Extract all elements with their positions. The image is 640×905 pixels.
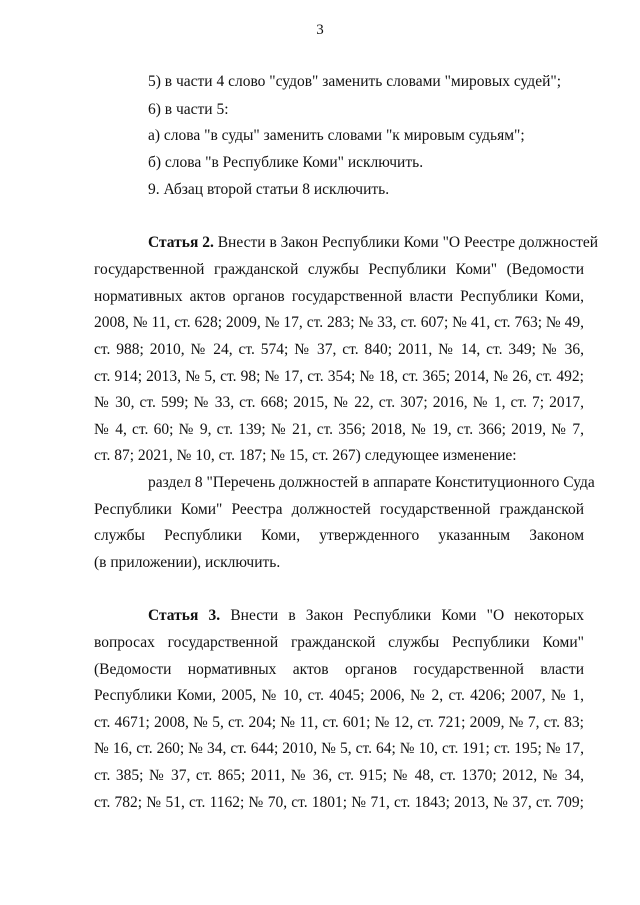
article2-section-line-1: Республики Коми" Реестра должностей государственной гражданской: [94, 501, 584, 518]
article2-line-2: нормативных актов органов государственной власти Республики Коми,: [94, 288, 584, 305]
article2-line-3: 2008, № 11, ст. 628; 2009, № 17, ст. 283; № 33, ст. 607; № 41, ст. 763; № 49,: [94, 314, 584, 331]
article3-first-line: [148, 606, 584, 626]
article2-first-line: [148, 233, 599, 253]
article2-line-1: государственной гражданской службы Республики Коми" (Ведомости: [94, 261, 584, 278]
article2-line-6: № 30, ст. 599; № 33, ст. 668; 2015, № 22, ст. 307; 2016, № 1, ст. 7; 2017,: [94, 394, 584, 411]
article3-line-3: Республики Коми, 2005, № 10, ст. 4045; 2006, № 2, ст. 4206; 2007, № 1,: [94, 687, 584, 704]
article3-line-2: (Ведомости нормативных актов органов государственной власти: [94, 661, 584, 678]
page-number: 3: [316, 22, 324, 38]
list-item-9: 9. Абзац второй статьи 8 исключить.: [148, 181, 390, 198]
list-item-5: 5) в части 4 слово "судов" заменить словами "мировых судей";: [148, 73, 562, 90]
article3-title: Статья 3.: [148, 607, 221, 624]
article2-line-7: № 4, ст. 60; № 9, ст. 139; № 21, ст. 356; 2018, № 19, ст. 366; 2019, № 7,: [94, 421, 584, 438]
list-item-b: б) слова "в Республике Коми" исключить.: [148, 154, 424, 171]
article3-line-1: вопросах государственной гражданской службы Республики Коми": [94, 634, 584, 651]
article3-line-7: ст. 782; № 51, ст. 1162; № 70, ст. 1801; № 71, ст. 1843; 2013, № 37, ст. 709;: [94, 794, 584, 811]
article2-section-line-3: (в приложении), исключить.: [94, 554, 281, 571]
article3-line-6: ст. 385; № 37, ст. 865; 2011, № 36, ст. 915; № 48, ст. 1370; 2012, № 34,: [94, 767, 584, 784]
article3-line-4: ст. 4671; 2008, № 5, ст. 204; № 11, ст. 601; № 12, ст. 721; 2009, № 7, ст. 83;: [94, 714, 584, 731]
article2-section-line-0: раздел 8 "Перечень должностей в аппарате Конституционного Суда: [148, 474, 595, 491]
article2-line-0: Внести в Закон Республики Коми "О Реестре должностей: [217, 234, 599, 251]
article2-line-4: ст. 988; 2010, № 24, ст. 574; № 37, ст. 840; 2011, № 14, ст. 349; № 36,: [94, 341, 584, 358]
article2-line-5: ст. 914; 2013, № 5, ст. 98; № 17, ст. 354; № 18, ст. 365; 2014, № 26, ст. 492;: [94, 368, 584, 385]
article2-section-line-2: службы Республики Коми, утвержденного указанным Законом: [94, 527, 584, 544]
article2-title: Статья 2.: [148, 234, 214, 251]
list-item-a: а) слова "в суды" заменить словами "к мировым судьям";: [148, 127, 525, 144]
article2-line-8: ст. 87; 2021, № 10, ст. 187; № 15, ст. 267) следующее изменение:: [94, 447, 517, 464]
list-item-6: 6) в части 5:: [148, 101, 229, 118]
article3-line-0: Внести в Закон Республики Коми "О некоторых: [230, 607, 585, 624]
article3-line-5: № 16, ст. 260; № 34, ст. 644; 2010, № 5, ст. 64; № 10, ст. 191; ст. 195; № 17,: [94, 740, 584, 757]
